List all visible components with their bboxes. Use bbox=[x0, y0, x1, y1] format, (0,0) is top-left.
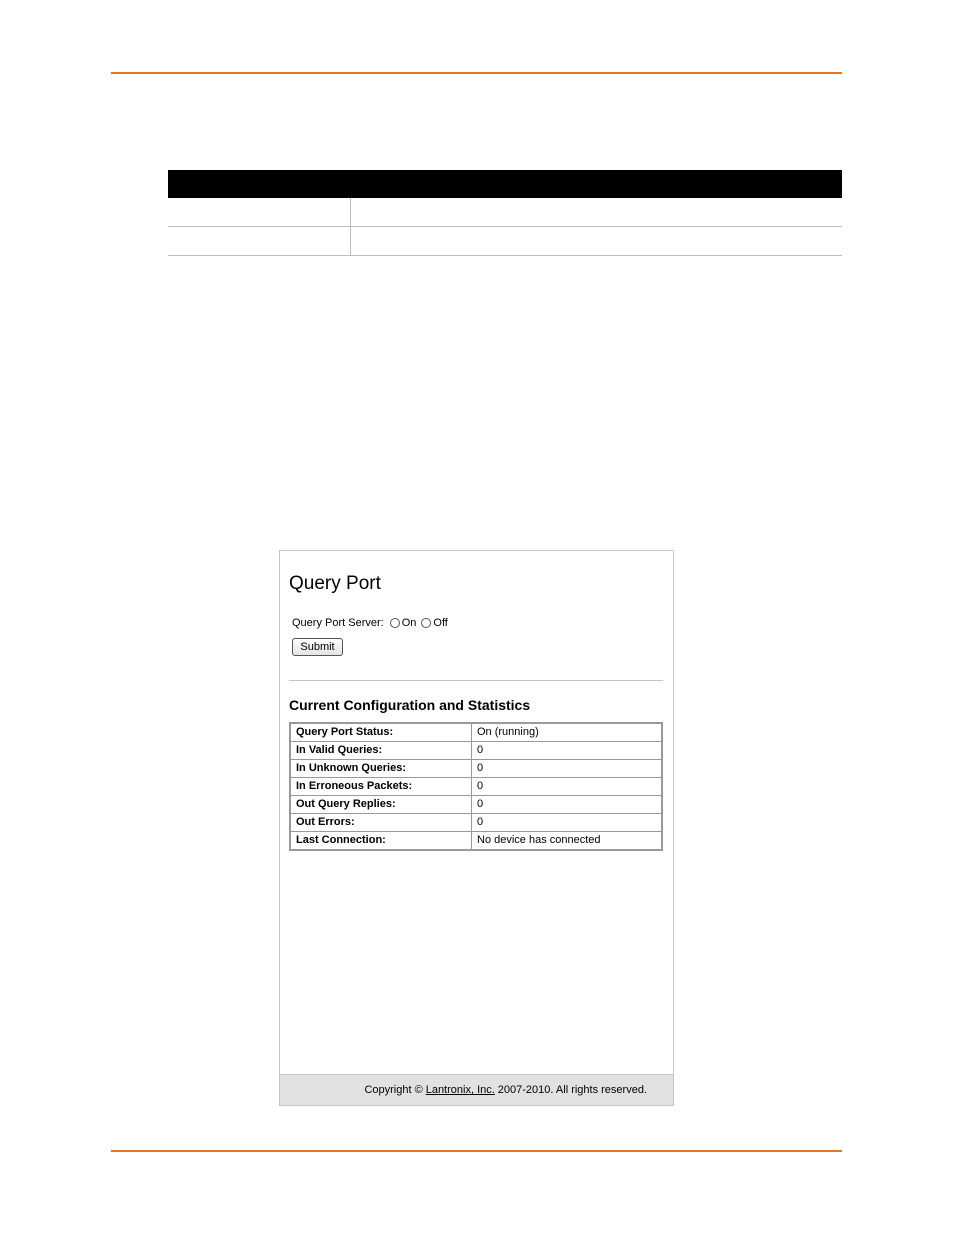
radio-option-on[interactable] bbox=[390, 617, 417, 629]
document-table-cell bbox=[168, 198, 351, 227]
stats-table bbox=[289, 722, 663, 851]
radio-on[interactable] bbox=[390, 618, 400, 628]
stat-label: Query Port Status: bbox=[290, 723, 472, 742]
document-table-cell bbox=[351, 198, 843, 227]
radio-on-label: On bbox=[401, 617, 417, 629]
document-table-row bbox=[168, 198, 842, 227]
copyright-footer bbox=[280, 1074, 673, 1105]
table-row bbox=[290, 742, 662, 760]
stat-value: No device has connected bbox=[472, 832, 663, 851]
document-table bbox=[168, 170, 842, 256]
radio-option-off[interactable] bbox=[421, 617, 447, 629]
footer-rule bbox=[111, 1150, 842, 1152]
document-table-row bbox=[168, 227, 842, 256]
page-title: Query Port bbox=[289, 573, 381, 594]
radio-off-label: Off bbox=[433, 617, 448, 629]
stat-label: Last Connection: bbox=[290, 832, 472, 851]
stat-value: 0 bbox=[472, 742, 663, 760]
stat-value: 0 bbox=[472, 814, 663, 832]
stat-value: 0 bbox=[472, 760, 663, 778]
table-row bbox=[290, 814, 662, 832]
stat-value: 0 bbox=[472, 778, 663, 796]
radio-off[interactable] bbox=[421, 618, 431, 628]
copyright-prefix: Copyright © bbox=[364, 1084, 423, 1096]
table-row bbox=[290, 796, 662, 814]
document-table-header bbox=[168, 170, 842, 198]
query-port-server-field bbox=[292, 617, 453, 629]
stat-value: On (running) bbox=[472, 723, 663, 742]
query-port-screenshot bbox=[279, 550, 674, 1106]
document-table-cell bbox=[351, 227, 843, 256]
table-row bbox=[290, 778, 662, 796]
query-port-server-label: Query Port Server: bbox=[292, 617, 384, 629]
stat-label: Out Errors: bbox=[290, 814, 472, 832]
table-row bbox=[290, 723, 662, 742]
stat-label: Out Query Replies: bbox=[290, 796, 472, 814]
table-row bbox=[290, 832, 662, 851]
stat-value: 0 bbox=[472, 796, 663, 814]
section-divider bbox=[289, 680, 663, 681]
document-table-header-cell bbox=[168, 170, 351, 198]
stat-label: In Unknown Queries: bbox=[290, 760, 472, 778]
stat-label: In Erroneous Packets: bbox=[290, 778, 472, 796]
document-table-cell bbox=[168, 227, 351, 256]
lantronix-link[interactable]: Lantronix, Inc. bbox=[425, 1084, 495, 1096]
copyright-suffix: 2007-2010. All rights reserved. bbox=[497, 1084, 647, 1096]
stats-heading: Current Configuration and Statistics bbox=[289, 697, 531, 713]
header-rule bbox=[111, 72, 842, 74]
stat-label: In Valid Queries: bbox=[290, 742, 472, 760]
document-table-header-cell bbox=[351, 170, 843, 198]
table-row bbox=[290, 760, 662, 778]
submit-button[interactable]: Submit bbox=[292, 638, 343, 656]
